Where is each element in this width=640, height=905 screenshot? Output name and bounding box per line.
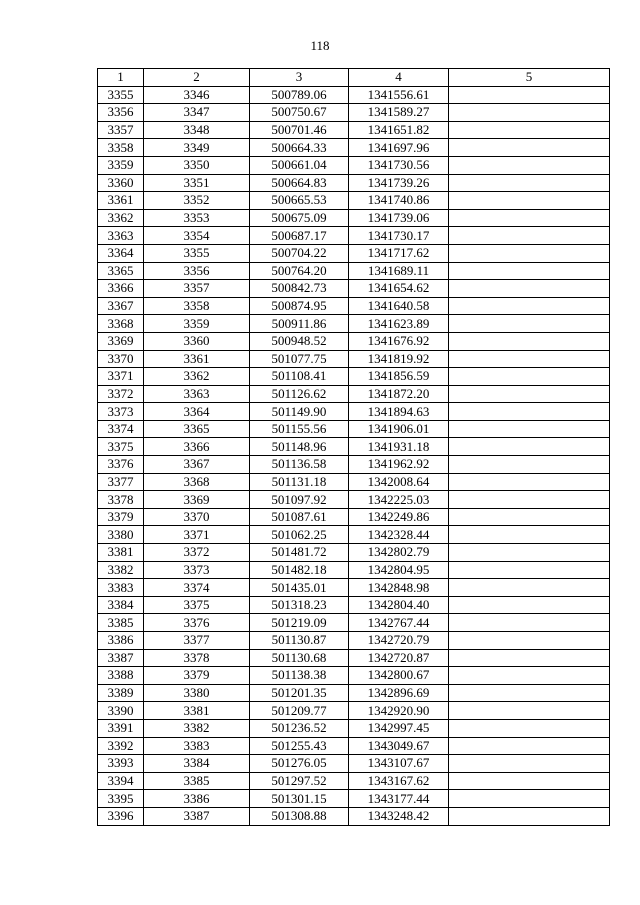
table-cell-col-3: 501136.58 — [250, 456, 349, 474]
table-cell-col-4: 1341730.56 — [349, 156, 449, 174]
table-cell-col-4: 1341676.92 — [349, 332, 449, 350]
table-row — [98, 684, 610, 702]
table-cell-col-2: 3376 — [144, 614, 250, 632]
table-cell-col-1: 3356 — [98, 104, 144, 122]
table-cell-col-2: 3384 — [144, 755, 250, 773]
table-row — [98, 438, 610, 456]
table-cell-col-1: 3396 — [98, 807, 144, 825]
table-cell-col-3: 501308.88 — [250, 807, 349, 825]
table-row — [98, 544, 610, 562]
table-cell-col-5 — [449, 262, 610, 280]
table-cell-col-3: 501297.52 — [250, 772, 349, 790]
table-cell-col-3: 501255.43 — [250, 737, 349, 755]
table-cell-col-5 — [449, 790, 610, 808]
table-cell-col-4: 1341651.82 — [349, 121, 449, 139]
table-cell-col-4: 1341689.11 — [349, 262, 449, 280]
column-header-4: 4 — [349, 69, 449, 87]
table-cell-col-2: 3375 — [144, 596, 250, 614]
table-cell-col-5 — [449, 121, 610, 139]
table-cell-col-2: 3368 — [144, 473, 250, 491]
table-cell-col-5 — [449, 297, 610, 315]
table-row — [98, 702, 610, 720]
table-cell-col-4: 1342225.03 — [349, 491, 449, 509]
table-cell-col-4: 1341740.86 — [349, 192, 449, 210]
table-cell-col-3: 501148.96 — [250, 438, 349, 456]
table-cell-col-2: 3379 — [144, 667, 250, 685]
table-cell-col-5 — [449, 456, 610, 474]
table-cell-col-4: 1343177.44 — [349, 790, 449, 808]
table-cell-col-5 — [449, 192, 610, 210]
table-row — [98, 456, 610, 474]
table-row — [98, 121, 610, 139]
table-cell-col-1: 3361 — [98, 192, 144, 210]
table-cell-col-4: 1341640.58 — [349, 297, 449, 315]
table-row — [98, 772, 610, 790]
table-cell-col-1: 3368 — [98, 315, 144, 333]
table-row — [98, 227, 610, 245]
table-row — [98, 807, 610, 825]
table-cell-col-2: 3352 — [144, 192, 250, 210]
table-cell-col-4: 1342008.64 — [349, 473, 449, 491]
table-cell-col-5 — [449, 702, 610, 720]
table-cell-col-3: 501130.87 — [250, 632, 349, 650]
table-cell-col-3: 501276.05 — [250, 755, 349, 773]
table-cell-col-4: 1343248.42 — [349, 807, 449, 825]
table-cell-col-1: 3381 — [98, 544, 144, 562]
table-cell-col-5 — [449, 508, 610, 526]
table-cell-col-2: 3385 — [144, 772, 250, 790]
table-cell-col-1: 3365 — [98, 262, 144, 280]
column-header-2: 2 — [144, 69, 250, 87]
table-cell-col-4: 1342848.98 — [349, 579, 449, 597]
table-cell-col-3: 501097.92 — [250, 491, 349, 509]
table-cell-col-5 — [449, 139, 610, 157]
table-cell-col-2: 3357 — [144, 280, 250, 298]
table-cell-col-4: 1341717.62 — [349, 244, 449, 262]
table-cell-col-3: 501201.35 — [250, 684, 349, 702]
table-row — [98, 649, 610, 667]
table-cell-col-2: 3351 — [144, 174, 250, 192]
table-cell-col-5 — [449, 772, 610, 790]
table-cell-col-5 — [449, 244, 610, 262]
table-cell-col-3: 500704.22 — [250, 244, 349, 262]
table-cell-col-2: 3363 — [144, 385, 250, 403]
table-cell-col-5 — [449, 368, 610, 386]
table-cell-col-1: 3388 — [98, 667, 144, 685]
table-cell-col-5 — [449, 649, 610, 667]
table-row — [98, 526, 610, 544]
table-cell-col-1: 3389 — [98, 684, 144, 702]
table-cell-col-4: 1343049.67 — [349, 737, 449, 755]
table-cell-col-4: 1341654.62 — [349, 280, 449, 298]
table-cell-col-4: 1341697.96 — [349, 139, 449, 157]
table-cell-col-1: 3362 — [98, 209, 144, 227]
table-row — [98, 790, 610, 808]
table-row — [98, 420, 610, 438]
table-cell-col-3: 501130.68 — [250, 649, 349, 667]
table-cell-col-3: 500665.53 — [250, 192, 349, 210]
table-row — [98, 297, 610, 315]
table-row — [98, 139, 610, 157]
table-cell-col-1: 3376 — [98, 456, 144, 474]
table-cell-col-4: 1342920.90 — [349, 702, 449, 720]
table-cell-col-1: 3394 — [98, 772, 144, 790]
table-cell-col-1: 3380 — [98, 526, 144, 544]
table-cell-col-5 — [449, 526, 610, 544]
table-cell-col-3: 500874.95 — [250, 297, 349, 315]
table-cell-col-1: 3373 — [98, 403, 144, 421]
table-cell-col-3: 500661.04 — [250, 156, 349, 174]
table-row — [98, 508, 610, 526]
table-cell-col-1: 3383 — [98, 579, 144, 597]
table-cell-col-5 — [449, 667, 610, 685]
table-cell-col-5 — [449, 315, 610, 333]
table-cell-col-5 — [449, 156, 610, 174]
table-row — [98, 350, 610, 368]
table-cell-col-1: 3382 — [98, 561, 144, 579]
table-cell-col-1: 3384 — [98, 596, 144, 614]
table-row — [98, 315, 610, 333]
table-cell-col-2: 3354 — [144, 227, 250, 245]
table-cell-col-2: 3377 — [144, 632, 250, 650]
table-row — [98, 561, 610, 579]
table-cell-col-5 — [449, 104, 610, 122]
table-cell-col-5 — [449, 807, 610, 825]
table-cell-col-2: 3370 — [144, 508, 250, 526]
table-cell-col-4: 1342767.44 — [349, 614, 449, 632]
table-cell-col-3: 500948.52 — [250, 332, 349, 350]
table-cell-col-5 — [449, 174, 610, 192]
table-cell-col-5 — [449, 684, 610, 702]
table-cell-col-4: 1342804.95 — [349, 561, 449, 579]
table-cell-col-2: 3348 — [144, 121, 250, 139]
table-row — [98, 86, 610, 104]
table-cell-col-3: 501108.41 — [250, 368, 349, 386]
table-cell-col-5 — [449, 473, 610, 491]
table-cell-col-1: 3393 — [98, 755, 144, 773]
table-cell-col-5 — [449, 385, 610, 403]
table-cell-col-1: 3371 — [98, 368, 144, 386]
table-cell-col-4: 1341739.06 — [349, 209, 449, 227]
table-cell-col-5 — [449, 561, 610, 579]
table-cell-col-3: 501209.77 — [250, 702, 349, 720]
table-cell-col-4: 1341872.20 — [349, 385, 449, 403]
table-row — [98, 156, 610, 174]
table-row — [98, 632, 610, 650]
table-cell-col-5 — [449, 719, 610, 737]
table-cell-col-5 — [449, 755, 610, 773]
table-cell-col-1: 3367 — [98, 297, 144, 315]
table-cell-col-2: 3346 — [144, 86, 250, 104]
page-number: 118 — [310, 38, 330, 53]
table-cell-col-2: 3356 — [144, 262, 250, 280]
table-row — [98, 473, 610, 491]
table-body — [98, 86, 610, 825]
table-cell-col-3: 501219.09 — [250, 614, 349, 632]
table-cell-col-5 — [449, 438, 610, 456]
table-row — [98, 491, 610, 509]
table-cell-col-1: 3377 — [98, 473, 144, 491]
table-row — [98, 737, 610, 755]
table-cell-col-4: 1341894.63 — [349, 403, 449, 421]
table-row — [98, 192, 610, 210]
table-cell-col-3: 500664.83 — [250, 174, 349, 192]
table-cell-col-3: 500750.67 — [250, 104, 349, 122]
table-cell-col-5 — [449, 544, 610, 562]
table-row — [98, 719, 610, 737]
table-cell-col-3: 501077.75 — [250, 350, 349, 368]
table-cell-col-2: 3378 — [144, 649, 250, 667]
table-cell-col-1: 3375 — [98, 438, 144, 456]
table-cell-col-3: 501155.56 — [250, 420, 349, 438]
table-cell-col-4: 1342720.79 — [349, 632, 449, 650]
table-cell-col-4: 1342896.69 — [349, 684, 449, 702]
table-cell-col-2: 3349 — [144, 139, 250, 157]
table-cell-col-3: 500675.09 — [250, 209, 349, 227]
table-cell-col-3: 501131.18 — [250, 473, 349, 491]
table-cell-col-1: 3370 — [98, 350, 144, 368]
table-row — [98, 262, 610, 280]
table-cell-col-2: 3366 — [144, 438, 250, 456]
table-cell-col-2: 3360 — [144, 332, 250, 350]
table-cell-col-1: 3358 — [98, 139, 144, 157]
table-cell-col-4: 1341739.26 — [349, 174, 449, 192]
table-cell-col-2: 3386 — [144, 790, 250, 808]
table-cell-col-5 — [449, 332, 610, 350]
table-cell-col-1: 3363 — [98, 227, 144, 245]
table-cell-col-2: 3372 — [144, 544, 250, 562]
table-cell-col-1: 3395 — [98, 790, 144, 808]
table-cell-col-3: 501126.62 — [250, 385, 349, 403]
table-cell-col-2: 3383 — [144, 737, 250, 755]
table-cell-col-3: 501482.18 — [250, 561, 349, 579]
table-cell-col-4: 1342997.45 — [349, 719, 449, 737]
table-row — [98, 280, 610, 298]
table-cell-col-1: 3387 — [98, 649, 144, 667]
table-cell-col-5 — [449, 491, 610, 509]
table-cell-col-5 — [449, 227, 610, 245]
table-row — [98, 403, 610, 421]
table-cell-col-2: 3350 — [144, 156, 250, 174]
table-cell-col-1: 3391 — [98, 719, 144, 737]
table-cell-col-2: 3353 — [144, 209, 250, 227]
table-cell-col-3: 501087.61 — [250, 508, 349, 526]
table-cell-col-2: 3371 — [144, 526, 250, 544]
table-cell-col-4: 1341931.18 — [349, 438, 449, 456]
table-cell-col-5 — [449, 350, 610, 368]
table-cell-col-3: 501236.52 — [250, 719, 349, 737]
table-cell-col-5 — [449, 614, 610, 632]
table-cell-col-3: 501435.01 — [250, 579, 349, 597]
table-cell-col-2: 3358 — [144, 297, 250, 315]
table-cell-col-4: 1342802.79 — [349, 544, 449, 562]
table-cell-col-1: 3390 — [98, 702, 144, 720]
table-cell-col-4: 1342249.86 — [349, 508, 449, 526]
table-cell-col-4: 1341962.92 — [349, 456, 449, 474]
table-cell-col-4: 1343107.67 — [349, 755, 449, 773]
table-cell-col-1: 3385 — [98, 614, 144, 632]
table-cell-col-2: 3359 — [144, 315, 250, 333]
table-cell-col-1: 3386 — [98, 632, 144, 650]
table-cell-col-1: 3372 — [98, 385, 144, 403]
table-row — [98, 596, 610, 614]
table-cell-col-5 — [449, 420, 610, 438]
table-row — [98, 174, 610, 192]
table-cell-col-1: 3360 — [98, 174, 144, 192]
table-cell-col-3: 501301.15 — [250, 790, 349, 808]
table-cell-col-5 — [449, 280, 610, 298]
table-cell-col-3: 500687.17 — [250, 227, 349, 245]
table-cell-col-4: 1342804.40 — [349, 596, 449, 614]
column-header-5: 5 — [449, 69, 610, 87]
table-cell-col-3: 501318.23 — [250, 596, 349, 614]
table-row — [98, 579, 610, 597]
table-cell-col-2: 3365 — [144, 420, 250, 438]
table-cell-col-1: 3369 — [98, 332, 144, 350]
table-cell-col-2: 3373 — [144, 561, 250, 579]
table-cell-col-1: 3364 — [98, 244, 144, 262]
table-cell-col-2: 3382 — [144, 719, 250, 737]
table-cell-col-3: 500842.73 — [250, 280, 349, 298]
table-cell-col-1: 3379 — [98, 508, 144, 526]
table-cell-col-1: 3355 — [98, 86, 144, 104]
table-row — [98, 244, 610, 262]
table-cell-col-4: 1342720.87 — [349, 649, 449, 667]
table-cell-col-2: 3369 — [144, 491, 250, 509]
column-header-3: 3 — [250, 69, 349, 87]
table-cell-col-5 — [449, 403, 610, 421]
table-cell-col-4: 1341623.89 — [349, 315, 449, 333]
table-cell-col-3: 501481.72 — [250, 544, 349, 562]
table-header-row — [98, 69, 610, 87]
table-cell-col-2: 3364 — [144, 403, 250, 421]
table-cell-col-1: 3392 — [98, 737, 144, 755]
table-cell-col-2: 3362 — [144, 368, 250, 386]
table-cell-col-5 — [449, 579, 610, 597]
table-row — [98, 385, 610, 403]
table-row — [98, 332, 610, 350]
table-cell-col-1: 3366 — [98, 280, 144, 298]
table-cell-col-2: 3380 — [144, 684, 250, 702]
table-cell-col-2: 3347 — [144, 104, 250, 122]
table-cell-col-3: 500764.20 — [250, 262, 349, 280]
table-cell-col-3: 500664.33 — [250, 139, 349, 157]
table-cell-col-5 — [449, 596, 610, 614]
table-row — [98, 209, 610, 227]
table-cell-col-5 — [449, 632, 610, 650]
table-cell-col-4: 1342800.67 — [349, 667, 449, 685]
table-cell-col-3: 500701.46 — [250, 121, 349, 139]
table-cell-col-4: 1343167.62 — [349, 772, 449, 790]
table-row — [98, 667, 610, 685]
table-cell-col-4: 1342328.44 — [349, 526, 449, 544]
table-cell-col-2: 3374 — [144, 579, 250, 597]
table-cell-col-5 — [449, 86, 610, 104]
table-cell-col-1: 3357 — [98, 121, 144, 139]
table-cell-col-3: 501062.25 — [250, 526, 349, 544]
table-cell-col-2: 3387 — [144, 807, 250, 825]
table-cell-col-3: 500911.86 — [250, 315, 349, 333]
table-cell-col-4: 1341589.27 — [349, 104, 449, 122]
table-cell-col-2: 3361 — [144, 350, 250, 368]
table-row — [98, 755, 610, 773]
table-cell-col-1: 3374 — [98, 420, 144, 438]
table-cell-col-3: 501138.38 — [250, 667, 349, 685]
table-cell-col-3: 500789.06 — [250, 86, 349, 104]
table-cell-col-1: 3359 — [98, 156, 144, 174]
table-cell-col-5 — [449, 737, 610, 755]
table-cell-col-4: 1341906.01 — [349, 420, 449, 438]
table-cell-col-2: 3381 — [144, 702, 250, 720]
table-cell-col-4: 1341819.92 — [349, 350, 449, 368]
table-row — [98, 368, 610, 386]
table-cell-col-5 — [449, 209, 610, 227]
table-cell-col-1: 3378 — [98, 491, 144, 509]
column-header-1: 1 — [98, 69, 144, 87]
table-row — [98, 104, 610, 122]
table-cell-col-4: 1341556.61 — [349, 86, 449, 104]
table-row — [98, 614, 610, 632]
coordinates-table — [97, 68, 610, 826]
table-cell-col-2: 3355 — [144, 244, 250, 262]
table-cell-col-2: 3367 — [144, 456, 250, 474]
table-cell-col-4: 1341856.59 — [349, 368, 449, 386]
table-cell-col-3: 501149.90 — [250, 403, 349, 421]
table-cell-col-4: 1341730.17 — [349, 227, 449, 245]
